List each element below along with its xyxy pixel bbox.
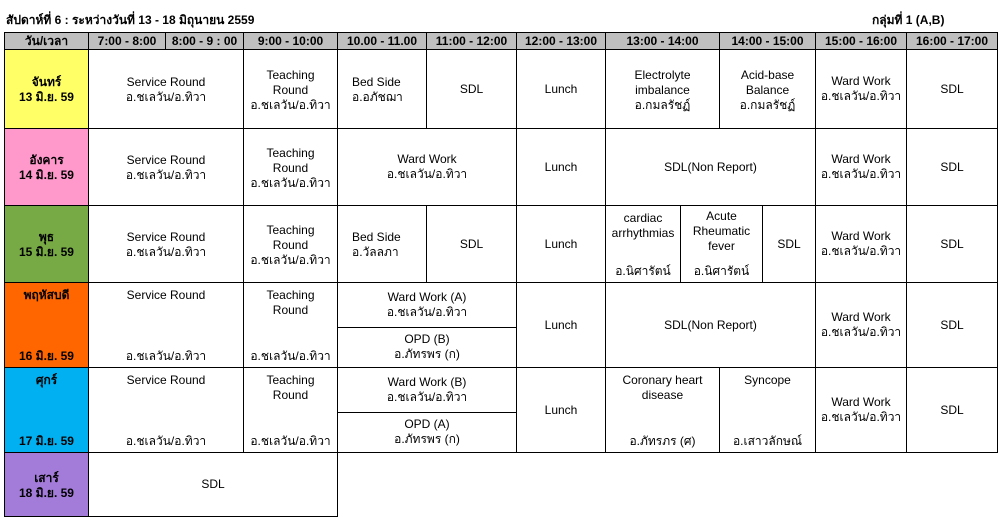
slot-title: Round [272, 82, 309, 97]
day-cell-tuesday [5, 129, 89, 206]
column-header: 7:00 - 8:00 [89, 33, 166, 50]
week-title: สัปดาห์ที่ 6 : ระหว่างวันที่ 13 - 18 มิถุนายน 2559 [6, 13, 255, 27]
slot-title: Teaching [266, 373, 315, 387]
slot-sdl-non-report: SDL(Non Report) [606, 129, 816, 206]
slot-sdl: SDL [907, 368, 998, 453]
slot-service-round [89, 206, 244, 283]
slot-bed-side [338, 206, 427, 283]
slot-staff: อ.ชเลวัน/อ.ทิวา [250, 252, 331, 267]
slot-sdl: SDL [427, 50, 517, 129]
slot-electrolyte [606, 50, 720, 129]
slot-staff: อ.ชเลวัน/อ.ทิวา [386, 304, 468, 319]
slot-teaching-round [244, 50, 338, 129]
slot-opd-b [338, 327, 517, 367]
slot-service-round [89, 368, 244, 453]
day-name: พฤหัสบดี [23, 288, 70, 302]
row-friday [5, 368, 998, 413]
slot-staff: อ.วัลลภา [352, 245, 399, 259]
slot-staff: อ.ชเลวัน/อ.ทิวา [125, 434, 207, 448]
slot-title: OPD (B) [404, 332, 450, 347]
slot-title: Acid-base [740, 67, 795, 82]
column-header: 9:00 - 10:00 [244, 33, 338, 50]
slot-title: OPD (A) [404, 417, 450, 432]
slot-title: Service Round [126, 373, 206, 387]
slot-sdl: SDL [427, 206, 517, 283]
column-header: 12:00 - 13:00 [517, 33, 606, 50]
column-header: 13:00 - 14:00 [606, 33, 720, 50]
day-cell-wednesday [5, 206, 89, 283]
slot-title: Bed Side [352, 230, 401, 244]
slot-title: Service Round [126, 75, 206, 89]
column-header: 10.00 - 11.00 [338, 33, 427, 50]
day-name: อังคาร [29, 153, 64, 167]
header-row [5, 33, 998, 50]
day-date: 13 มิ.ย. 59 [19, 90, 74, 104]
slot-sdl-non-report: SDL(Non Report) [606, 283, 816, 368]
slot-title: Round [272, 303, 309, 317]
day-name: ศุกร์ [35, 373, 58, 387]
slot-staff: อ.ชเลวัน/อ.ทิวา [820, 89, 902, 103]
slot-title: Teaching [266, 288, 315, 302]
slot-staff: อ.ชเลวัน/อ.ทิวา [125, 90, 207, 104]
slot-ward-work [816, 368, 907, 453]
slot-title: Teaching [266, 67, 315, 82]
column-header: วัน/เวลา [5, 33, 89, 50]
slot-staff: อ.ชเลวัน/อ.ทิวา [125, 168, 207, 182]
day-cell-friday [5, 368, 89, 453]
slot-ward-work-a [338, 283, 517, 328]
slot-staff: อ.ภัทรพร (ก) [394, 347, 460, 362]
slot-title: Ward Work [831, 395, 891, 409]
slot-acid-base [720, 50, 816, 129]
column-header: 8:00 - 9 : 00 [166, 33, 244, 50]
slot-teaching-round [244, 368, 338, 453]
slot-staff: อ.ชเลวัน/อ.ทิวา [820, 244, 902, 258]
slot-title: Round [272, 160, 309, 175]
slot-ward-work-b [338, 368, 517, 413]
slot-title: Ward Work (A) [387, 289, 467, 304]
slot-ward-work [338, 129, 517, 206]
column-header: 15:00 - 16:00 [816, 33, 907, 50]
slot-staff: อ.นิศารัตน์ [693, 264, 750, 278]
slot-staff: อ.ชเลวัน/อ.ทิวา [250, 349, 331, 363]
slot-ward-work [816, 283, 907, 368]
slot-lunch: Lunch [517, 368, 606, 453]
slot-title: Coronary heart [622, 373, 703, 387]
slot-ward-work [816, 129, 907, 206]
slot-teaching-round [244, 206, 338, 283]
empty-area [338, 453, 998, 517]
day-date: 15 มิ.ย. 59 [19, 245, 74, 259]
slot-title: Teaching [266, 222, 315, 237]
slot-title: Service Round [126, 230, 206, 244]
slot-staff: อ.ภัทรพร (ก) [394, 432, 460, 447]
slot-staff: อ.ภัทรภร (ศ) [629, 434, 696, 448]
column-header: 16:00 - 17:00 [907, 33, 998, 50]
column-header: 14:00 - 15:00 [720, 33, 816, 50]
slot-title: Ward Work [831, 229, 891, 243]
slot-staff: อ.นิศารัตน์ [615, 264, 671, 278]
slot-teaching-round [244, 283, 338, 368]
day-name: จันทร์ [31, 75, 62, 89]
slot-staff: อ.ชเลวัน/อ.ทิวา [250, 175, 331, 190]
slot-lunch: Lunch [517, 50, 606, 129]
slot-title: arrhythmias [611, 226, 675, 240]
slot-title: Teaching [266, 145, 315, 160]
slot-staff: อ.เสาวลักษณ์ [732, 434, 803, 448]
slot-title: Ward Work (B) [387, 374, 467, 389]
slot-ward-work [816, 206, 907, 283]
slot-title: cardiac [623, 211, 663, 225]
day-date: 18 มิ.ย. 59 [19, 485, 74, 500]
slot-coronary-heart-disease [606, 368, 720, 453]
day-date: 16 มิ.ย. 59 [19, 349, 74, 363]
slot-staff: อ.กมลรัชฏ์ [739, 97, 796, 112]
slot-title: imbalance [635, 82, 690, 97]
afternoon-split [606, 206, 815, 282]
slot-sdl: SDL [907, 129, 998, 206]
slot-title: Ward Work [831, 74, 891, 88]
slot-title: Ward Work [397, 152, 457, 166]
slot-teaching-round [244, 129, 338, 206]
day-name: เสาร์ [34, 470, 59, 485]
slot-acute-rheumatic-fever [681, 206, 763, 282]
slot-staff: อ.ชเลวัน/อ.ทิวา [250, 434, 331, 448]
slot-title: Syncope [744, 373, 791, 387]
slot-title: Electrolyte [634, 67, 691, 82]
slot-title: Acute [706, 209, 737, 223]
slot-staff: อ.อภัชฌา [352, 90, 403, 104]
slot-lunch: Lunch [517, 283, 606, 368]
slot-opd-a [338, 412, 517, 452]
slot-title: Rheumatic [692, 224, 751, 238]
day-date: 14 มิ.ย. 59 [19, 168, 74, 182]
afternoon-block [606, 206, 816, 283]
slot-title: disease [641, 388, 684, 402]
row-monday [5, 50, 998, 129]
slot-lunch: Lunch [517, 129, 606, 206]
row-wednesday [5, 206, 998, 283]
slot-staff: อ.ชเลวัน/อ.ทิวา [386, 167, 468, 181]
day-cell-monday [5, 50, 89, 129]
slot-title: Round [272, 388, 309, 402]
slot-staff: อ.กมลรัชฏ์ [634, 97, 691, 112]
day-date: 17 มิ.ย. 59 [19, 434, 74, 448]
slot-staff: อ.ชเลวัน/อ.ทิวา [125, 245, 207, 259]
slot-sdl: SDL [89, 453, 338, 517]
slot-staff: อ.ชเลวัน/อ.ทิวา [250, 97, 331, 112]
slot-sdl: SDL [907, 206, 998, 283]
slot-title: Service Round [126, 153, 206, 167]
row-saturday [5, 453, 998, 517]
column-header: 11:00 - 12:00 [427, 33, 517, 50]
slot-service-round [89, 129, 244, 206]
day-cell-saturday [5, 453, 89, 517]
slot-title: Ward Work [831, 152, 891, 166]
slot-title: Round [272, 237, 309, 252]
slot-sdl: SDL [907, 50, 998, 129]
slot-syncope [720, 368, 816, 453]
slot-staff: อ.ชเลวัน/อ.ทิวา [820, 410, 902, 424]
slot-title: Service Round [126, 288, 206, 302]
slot-sdl: SDL [907, 283, 998, 368]
slot-ward-work [816, 50, 907, 129]
slot-sdl: SDL [777, 236, 801, 251]
slot-title: Ward Work [831, 310, 891, 324]
group-label: กลุ่มที่ 1 (A,B) [872, 13, 945, 27]
slot-cardiac-arrhythmias [606, 206, 681, 282]
day-name: พุธ [38, 230, 55, 244]
slot-bed-side [338, 50, 427, 129]
slot-title: Bed Side [352, 75, 401, 89]
row-tuesday [5, 129, 998, 206]
slot-title: Balance [745, 82, 790, 97]
slot-lunch: Lunch [517, 206, 606, 283]
slot-service-round [89, 283, 244, 368]
slot-staff: อ.ชเลวัน/อ.ทิวา [386, 389, 468, 404]
slot-staff: อ.ชเลวัน/อ.ทิวา [125, 349, 207, 363]
row-thursday [5, 283, 998, 328]
slot-service-round [89, 50, 244, 129]
schedule-table [4, 32, 998, 517]
slot-staff: อ.ชเลวัน/อ.ทิวา [820, 167, 902, 181]
slot-title: fever [708, 239, 735, 253]
day-cell-thursday [5, 283, 89, 368]
slot-staff: อ.ชเลวัน/อ.ทิวา [820, 325, 902, 339]
